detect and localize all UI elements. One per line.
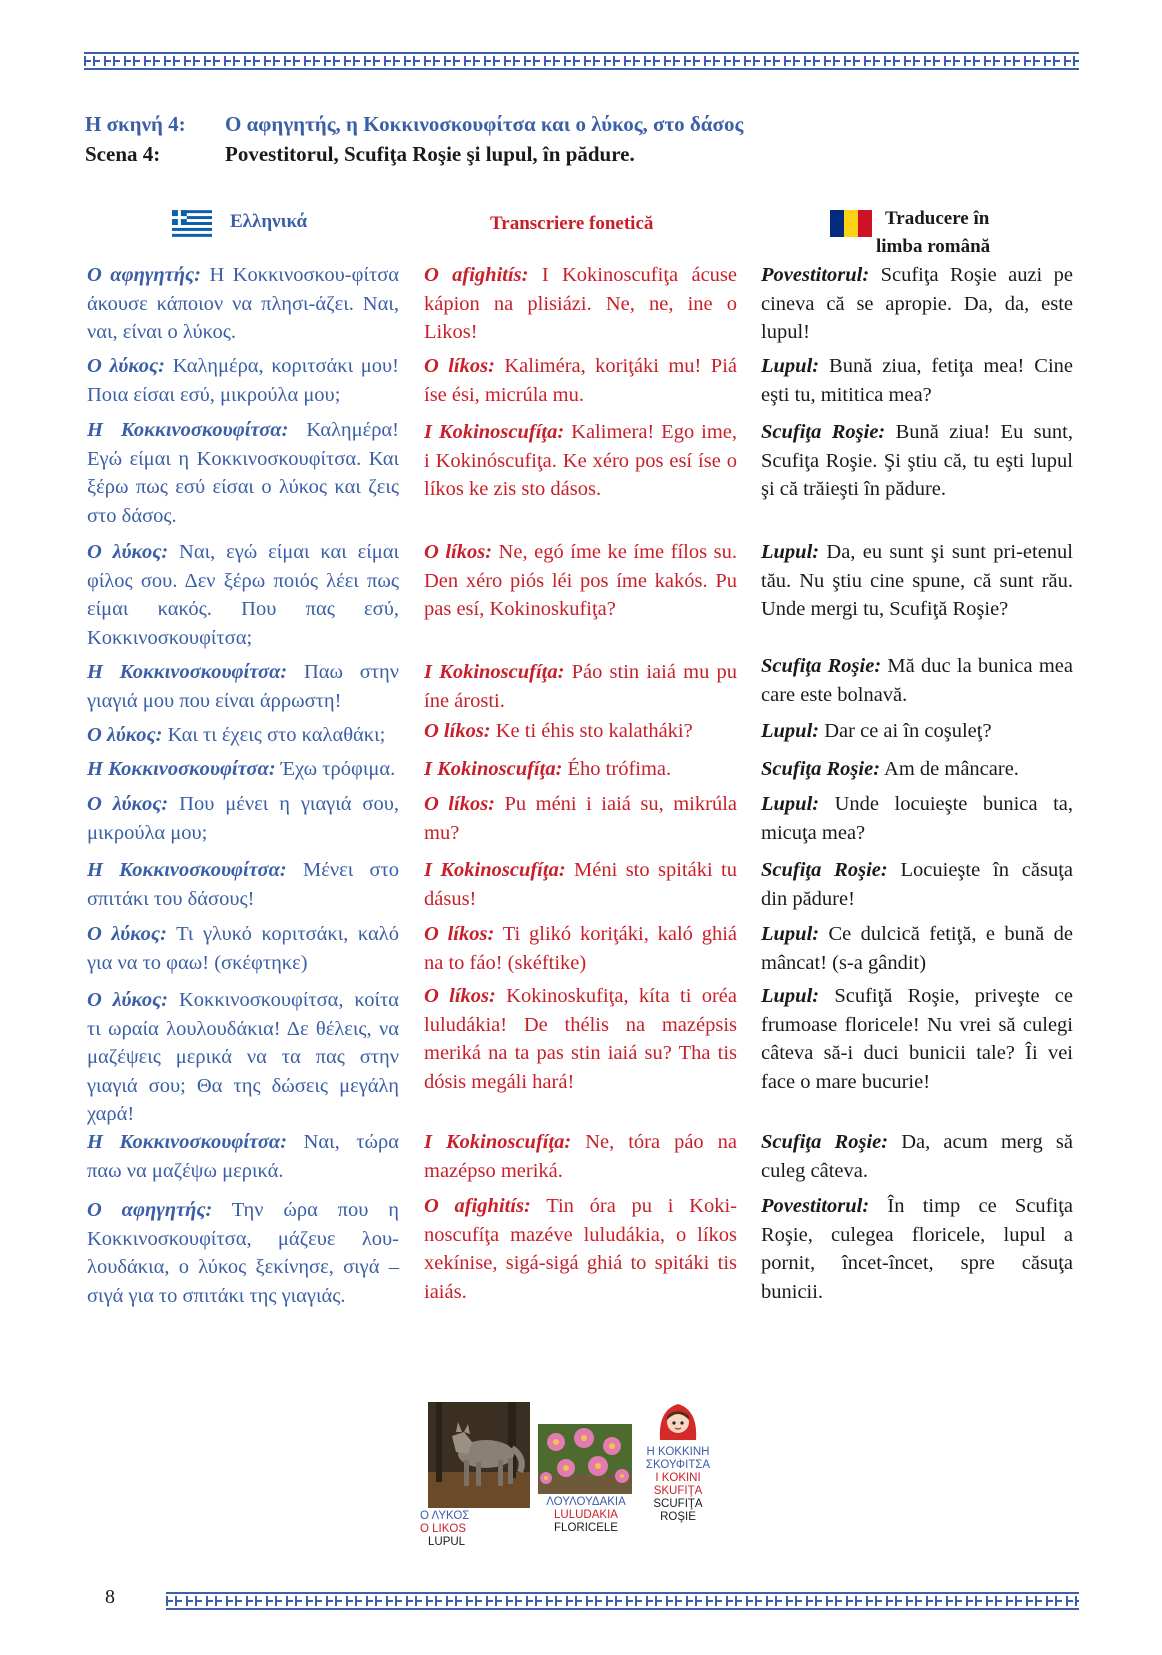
- romanian-flag-icon: [830, 210, 872, 237]
- dialogue-line-romanian: [761, 982, 1073, 1096]
- wolf-picture: [428, 1402, 530, 1508]
- speaker: Η Κοκκινοσκουφίτσα:: [87, 859, 287, 881]
- wolf-caption-greek: Ο ΛΥΚΟΣ: [420, 1510, 470, 1522]
- line-text: Παω στην γιαγιά μου που είναι άρρωστη!: [87, 661, 399, 712]
- line-text: Ke ti éhis sto kalatháki?: [490, 720, 693, 742]
- page-number: 8: [105, 1586, 115, 1608]
- dialogue-line-phonetic: [424, 982, 737, 1096]
- speaker: Ο λύκος:: [87, 541, 169, 563]
- speaker: O líkos:: [424, 793, 495, 815]
- line-text: Tin óra pu i Koki-noscufíţa mazéve luludákia, o líkos xekínise, sigá-sigá ghiá to spitáki tis iaiás.: [424, 1195, 737, 1303]
- line-text: Καλημέρα! Εγώ είμαι η Κοκκινοσκουφίτσα. Και ξέρω πως εσύ είσαι ο λύκος και ζεις στο δάσος.: [87, 419, 399, 527]
- line-text: Καλημέρα, κοριτσάκι μου! Ποια είσαι εσύ, μικρούλα μου;: [87, 355, 399, 406]
- line-text: Kaliméra, koriţáki mu! Piá íse ési, micrúla mu.: [424, 355, 738, 406]
- rrh-caption-romanian-2: ROŞIE: [660, 1511, 696, 1523]
- column-header-phonetic: Transcriere fonetică: [490, 213, 654, 234]
- speaker: O líkos:: [424, 720, 491, 742]
- line-text: Ne, tóra páo na mazépso meriká.: [424, 1131, 737, 1182]
- speaker: I Kokinoscufíţa:: [424, 1131, 572, 1153]
- speaker: Lupul:: [761, 720, 820, 742]
- speaker: Lupul:: [761, 541, 820, 563]
- speaker: Lupul:: [761, 793, 820, 815]
- line-text: Ναι, τώρα παω να μαζέψω μερικά.: [87, 1131, 400, 1182]
- line-text: Τι γλυκό κοριτσάκι, καλό για να το φαω! (σκέφτηκε): [87, 923, 399, 974]
- rrh-caption-greek-2: ΣΚΟΥΦΙΤΣΑ: [645, 1459, 711, 1471]
- dialogue-line-romanian: [761, 1128, 1073, 1185]
- line-text: Και τι έχεις στο καλαθάκι;: [162, 724, 386, 746]
- speaker: Ο λύκος:: [87, 793, 169, 815]
- dialogue-line-greek: [87, 986, 399, 1129]
- speaker: Ο αφηγητής:: [87, 1199, 213, 1221]
- speaker: Scufiţa Roşie:: [761, 421, 886, 443]
- dialogue-line-romanian: [761, 717, 1073, 746]
- line-text: Έχω τρόφιμα.: [275, 758, 396, 780]
- dialogue-line-phonetic: [424, 920, 737, 977]
- flowers-caption-romanian: FLORICELE: [554, 1522, 618, 1534]
- dialogue-line-romanian: [761, 261, 1073, 347]
- line-text: Páo stin iaiá mu pu íne árosti.: [424, 661, 737, 712]
- line-text: Kalimera! Ego ime, i Kokinóscufiţa. Ke xéro pos esí íse o líkos ke zis sto dásos.: [424, 421, 737, 500]
- line-text: Unde locuieşte bunica ta, micuţa mea?: [761, 793, 1073, 844]
- flowers-caption-greek: ΛΟΥΛΟΥΔΑΚΙΑ: [546, 1496, 626, 1508]
- line-text: Méni sto spitáki tu dásus!: [424, 859, 737, 910]
- line-text: În timp ce Scufiţa Roşie, culegea floricele, lupul a pornit, încet-încet, spre căsuţa bunicii.: [761, 1195, 1073, 1303]
- dialogue-line-phonetic: [424, 856, 737, 913]
- dialogue-line-romanian: [761, 755, 1073, 784]
- line-text: Dar ce ai în coşuleţ?: [819, 720, 992, 742]
- speaker: O líkos:: [424, 985, 496, 1007]
- speaker: O afighitís:: [424, 264, 529, 286]
- dialogue-line-phonetic: [424, 261, 737, 347]
- dialogue-line-greek: [87, 261, 399, 347]
- line-text: Locuieşte în căsuţa din pădure!: [761, 859, 1073, 910]
- romanian-header-line2: limba română: [876, 236, 991, 257]
- wolf-caption-romanian: LUPUL: [428, 1536, 466, 1548]
- speaker: Ο λύκος:: [87, 724, 163, 746]
- speaker: Lupul:: [761, 985, 820, 1007]
- speaker: Η Κοκκινοσκουφίτσα:: [87, 661, 288, 683]
- line-text: Η Κοκκινοσκου-φίτσα άκουσε κάποιον να πλησι-άζει. Ναι, ναι, είναι ο λύκος.: [87, 264, 400, 343]
- red-riding-hood-icon: [656, 1400, 700, 1444]
- dialogue-line-phonetic: [424, 352, 737, 409]
- wolf-icon: [428, 1402, 530, 1508]
- dialogue-line-phonetic: [424, 538, 737, 624]
- flowers-icon: [538, 1424, 632, 1494]
- line-text: Ne, egó íme ke íme fílos su. Den xéro piós léi pos íme kakós. Pu pas esí, Kokinoskufiţa?: [424, 541, 737, 620]
- speaker: Η Κοκκινοσκουφίτσα:: [87, 419, 289, 441]
- speaker: Ο λύκος:: [87, 355, 166, 377]
- line-text: Ce dulcică fetiţă, e bună de mâncat! (s-a gândit): [761, 923, 1073, 974]
- speaker: O afighitís:: [424, 1195, 531, 1217]
- rrh-caption-greek-1: Η ΚΟΚΚΙΝΗ: [646, 1446, 710, 1458]
- dialogue-line-greek: [87, 920, 399, 977]
- line-text: Scufiţa Roşie auzi pe cineva că se apropie. Da, da, este lupul!: [761, 264, 1073, 343]
- dialogue-line-greek: [87, 658, 399, 715]
- dialogue-line-phonetic: [424, 755, 737, 784]
- dialogue-line-romanian: [761, 538, 1073, 624]
- speaker: I Kokinoscufíţa:: [424, 661, 565, 683]
- line-text: Μένει στο σπιτάκι του δάσους!: [87, 859, 399, 910]
- speaker: Ο λύκος:: [87, 923, 167, 945]
- speaker: Scufiţa Roşie:: [761, 655, 882, 677]
- line-text: Bună ziua! Eu sunt, Scufiţa Roşie. Şi ştiu că, tu eşti lupul şi că trăieşti în pădure.: [761, 421, 1073, 500]
- line-text: Ναι, εγώ είμαι και είμαι φίλος σου. Δεν ξέρω ποιός λέει πως είμαι κακός. Που πας εσύ, Κοκκινοσκουφίτσα;: [87, 541, 399, 649]
- speaker: I Kokinoscufíţa:: [424, 421, 565, 443]
- scene-label-romanian: Scena 4:: [85, 142, 161, 166]
- rrh-caption-romanian-1: SCUFIŢA: [653, 1498, 703, 1510]
- dialogue-line-phonetic: [424, 658, 737, 715]
- speaker: I Kokinoscufíţa:: [424, 758, 563, 780]
- dialogue-line-phonetic: [424, 717, 737, 746]
- line-text: Την ώρα που η Κοκκινοσκουφίτσα, μάζευε λου-λουδάκια, ο λύκος ξεκίνησε, σιγά – σιγά για το σπιτάκι της γιαγιάς.: [87, 1199, 399, 1307]
- dialogue-line-greek: [87, 1128, 399, 1185]
- speaker: Ο λύκος:: [87, 989, 169, 1011]
- scene-heading-greek: Ο αφηγητής, η Κοκκινοσκουφίτσα και ο λύκος, στο δάσος: [225, 112, 744, 136]
- romanian-header-line1: Traducere în: [885, 208, 990, 229]
- speaker: Η Κοκκινοσκουφίτσα:: [87, 758, 276, 780]
- line-text: Bună ziua, fetiţa mea! Cine eşti tu, mititica mea?: [761, 355, 1073, 406]
- speaker: Scufiţa Roşie:: [761, 758, 881, 780]
- scene-heading-romanian: Povestitorul, Scufiţa Roşie şi lupul, în pădure.: [225, 142, 635, 166]
- line-text: Kokinoskufiţa, kíta ti oréa luludákia! De thélis na mazépsis meriká na ta pas stin iaiá su? Tha tis dósis megáli hará!: [424, 985, 738, 1093]
- speaker: O líkos:: [424, 923, 495, 945]
- line-text: Pu méni i iaiá su, mikrúla mu?: [424, 793, 738, 844]
- greek-flag-icon: [172, 210, 212, 237]
- wolf-caption: [420, 1510, 506, 1549]
- greek-header-label: Ελληνικά: [230, 211, 308, 232]
- flowers-caption-phonetic: LULUDAKIA: [554, 1509, 618, 1521]
- speaker: Lupul:: [761, 355, 820, 377]
- line-text: Da, acum merg să culeg câteva.: [761, 1131, 1073, 1182]
- speaker: O líkos:: [424, 541, 493, 563]
- dialogue-line-romanian: [761, 1192, 1073, 1306]
- dialogue-line-greek: [87, 856, 399, 913]
- dialogue-line-romanian: [761, 856, 1073, 913]
- line-text: Που μένει η γιαγιά σου, μικρούλα μου;: [87, 793, 399, 844]
- dialogue-line-greek: [87, 352, 399, 409]
- line-text: I Kokinoscufiţa ácuse kápion na plisiázi. Ne, ne, ine o Likos!: [424, 264, 737, 343]
- red-riding-hood-picture: [656, 1400, 700, 1444]
- speaker: Povestitorul:: [761, 264, 870, 286]
- dialogue-line-phonetic: [424, 1192, 737, 1306]
- red-riding-hood-caption: [640, 1446, 716, 1524]
- dialogue-line-greek: [87, 1196, 399, 1310]
- rrh-caption-phonetic-2: SKUFIŢA: [653, 1485, 703, 1497]
- dialogue-line-phonetic: [424, 418, 737, 504]
- flowers-picture: [538, 1424, 632, 1494]
- dialogue-line-greek: [87, 755, 399, 784]
- speaker: O líkos:: [424, 355, 495, 377]
- dialogue-line-greek: [87, 416, 399, 530]
- dialogue-line-romanian: [761, 652, 1073, 709]
- line-text: Ti glikó koriţáki, kaló ghiá na to fáo! (skéftike): [424, 923, 737, 974]
- line-text: Mă duc la bunica mea care este bolnavă.: [761, 655, 1073, 706]
- speaker: Ο αφηγητής:: [87, 264, 201, 286]
- speaker: Scufiţa Roşie:: [761, 859, 888, 881]
- scene-label-greek: Η σκηνή 4:: [85, 112, 186, 136]
- speaker: Scufiţa Roşie:: [761, 1131, 889, 1153]
- wolf-caption-phonetic: O LIKOS: [420, 1523, 467, 1535]
- rrh-caption-phonetic-1: I KOKINI: [655, 1472, 701, 1484]
- speaker: Η Κοκκινοσκουφίτσα:: [87, 1131, 288, 1153]
- dialogue-line-romanian: [761, 418, 1073, 504]
- line-text: Κοκκινοσκουφίτσα, κοίτα τι ωραία λουλουδάκια! Δε θέλεις, να μαζέψεις μερικά να τα πας στην γιαγιά σου; Θα της δώσεις μεγάλη χαρά!: [87, 989, 399, 1125]
- dialogue-line-romanian: [761, 920, 1073, 977]
- dialogue-line-phonetic: [424, 1128, 737, 1185]
- dialogue-line-romanian: [761, 790, 1073, 847]
- line-text: Am de mâncare.: [880, 758, 1019, 780]
- line-text: Da, eu sunt şi sunt pri-etenul tău. Nu ştiu cine spune, că sunt rău. Unde mergi tu, Scufiţă Roşie?: [761, 541, 1073, 620]
- dialogue-line-romanian: [761, 352, 1073, 409]
- dialogue-line-phonetic: [424, 790, 737, 847]
- speaker: Povestitorul:: [761, 1195, 870, 1217]
- greek-key-border-top: [84, 52, 1079, 70]
- greek-key-border-bottom: [166, 1592, 1079, 1610]
- flowers-caption: [534, 1496, 638, 1535]
- dialogue-line-greek: [87, 790, 399, 847]
- line-text: Ého trófima.: [562, 758, 672, 780]
- line-text: Scufiţă Roşie, priveşte ce frumoase floricele! Nu vrei să culegi câteva să-i duci bunicii tale? Îi vei face o mare bucurie!: [761, 985, 1073, 1093]
- dialogue-line-greek: [87, 538, 399, 652]
- speaker: I Kokinoscufíţa:: [424, 859, 566, 881]
- speaker: Lupul:: [761, 923, 820, 945]
- dialogue-line-greek: [87, 721, 399, 750]
